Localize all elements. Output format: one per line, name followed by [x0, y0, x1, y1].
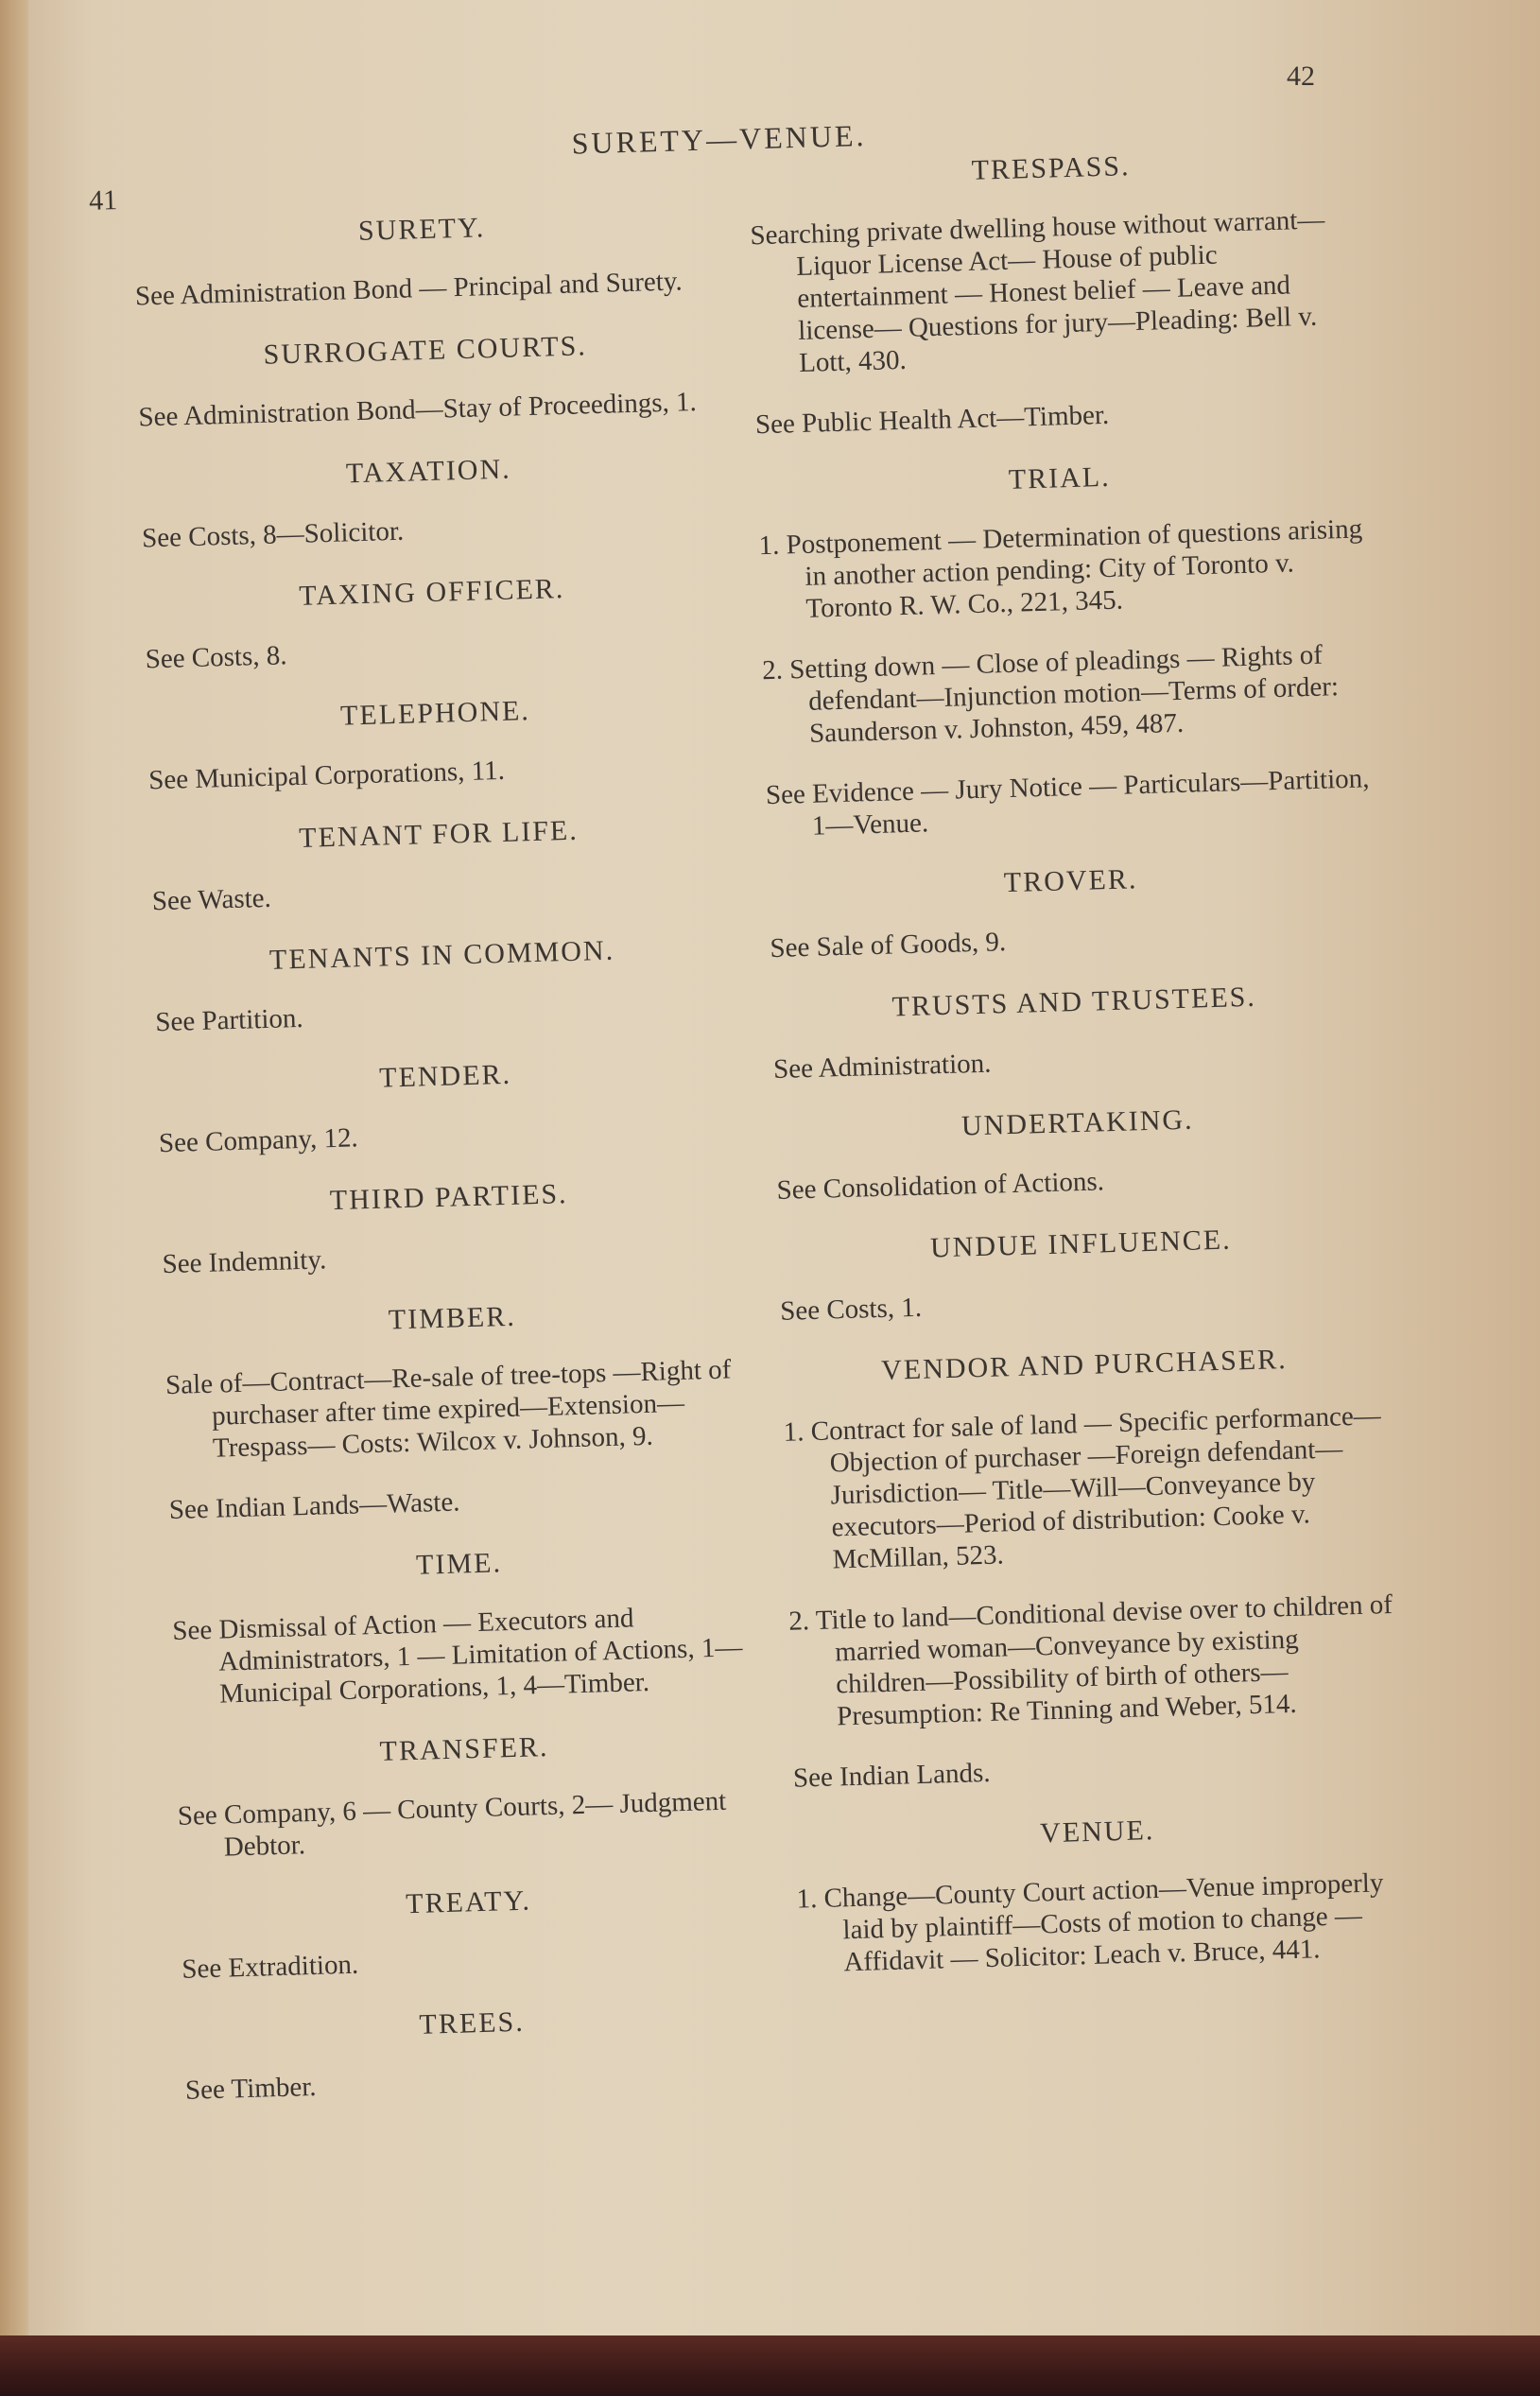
section-heading: TRESPASS.	[971, 150, 1131, 186]
index-entry: See Administration Bond—Stay of Proceedings, 1.	[138, 387, 698, 433]
index-entry: See Partition.	[154, 1002, 304, 1038]
section-heading: SURROGATE COURTS.	[263, 330, 588, 371]
index-entry: See Indemnity.	[162, 1244, 327, 1280]
page-number-right: 42	[1286, 61, 1315, 93]
section-heading: TENDER.	[378, 1058, 512, 1094]
index-entry: See Timber.	[184, 2071, 317, 2106]
index-section	[157, 1050, 735, 1159]
index-section	[774, 1097, 1381, 1207]
section-heading: VENUE.	[1039, 1814, 1155, 1849]
index-section	[768, 855, 1375, 964]
index-entry: See Company, 6 — County Courts, 2— Judgment Debtor.	[177, 1785, 727, 1863]
index-section	[133, 204, 712, 313]
section-heading: TREES.	[419, 2005, 526, 2040]
index-section	[147, 687, 725, 796]
section-heading: UNDERTAKING.	[960, 1103, 1194, 1142]
section-heading: TIMBER.	[388, 1300, 517, 1336]
index-section	[180, 1877, 758, 1986]
index-entry: See Municipal Corporations, 11.	[147, 755, 506, 796]
index-column-right	[748, 143, 1404, 2008]
index-section	[140, 445, 718, 554]
section-heading: TREATY.	[405, 1884, 532, 1920]
section-heading: TELEPHONE.	[339, 695, 531, 732]
index-section	[748, 143, 1360, 442]
section-heading: SURETY.	[357, 212, 486, 247]
index-entry: See Company, 12.	[158, 1122, 359, 1159]
index-entry: See Dismissal of Action — Executors and Administrators, 1 — Limitation of Actions, 1—Municipal Corporations, 1, 4—Timber.	[171, 1603, 743, 1710]
section-heading: TIME.	[415, 1547, 503, 1581]
index-entry: 2. Title to land—Conditional devise over to children of married woman—Conveyance by existing children—Possibility of birth of others—Presumption: Re Tinning and Weber, 514.	[787, 1589, 1393, 1732]
section-heading: THIRD PARTIES.	[329, 1178, 569, 1217]
index-section	[176, 1724, 755, 1865]
index-entry: Sale of—Contract—Re-sale of tree-tops —Right of purchaser after time expired—Extension—Trespass— Costs: Wilcox v. Johnson, 9.	[164, 1354, 732, 1464]
index-entry: See Administration.	[772, 1048, 992, 1085]
index-section	[778, 1218, 1385, 1328]
index-section	[170, 1538, 751, 1711]
index-entry: 1. Postponement — Determination of questions arising in another action pending: City of Toronto v. Toronto R. W. Co., 221, 345.	[758, 513, 1363, 624]
section-heading: TENANTS IN COMMON.	[268, 934, 615, 976]
index-entry: See Evidence — Jury Notice — Particulars—Partition, 1—Venue.	[765, 763, 1370, 842]
section-heading: TAXATION.	[345, 453, 512, 490]
index-entry: See Indian Lands.	[792, 1757, 991, 1794]
index-entry: Searching private dwelling house without warrant—Liquor License Act— House of public entertainment — Honest belief — Leave and license— Questions for jury—Pleading: Bell v. Lott, 430.	[749, 204, 1325, 378]
index-entry: See Indian Lands—Waste.	[168, 1486, 460, 1526]
section-heading: TRIAL.	[1008, 460, 1112, 495]
page-number-left: 41	[88, 184, 118, 217]
index-section	[160, 1172, 738, 1280]
index-entry: 2. Setting down — Close of pleadings — Rights of defendant—Injunction motion—Terms of order: Saunderson v. Johnston, 459, 487.	[761, 639, 1340, 749]
index-column-left	[133, 204, 763, 2135]
index-section	[150, 808, 729, 917]
section-heading: TRANSFER.	[379, 1730, 549, 1767]
section-heading: TAXING OFFICER.	[298, 573, 565, 612]
section-heading: TROVER.	[1003, 863, 1138, 899]
section-heading: VENDOR AND PURCHASER.	[880, 1343, 1289, 1386]
index-section	[782, 1339, 1399, 1795]
section-heading: TRUSTS AND TRUSTEES.	[891, 981, 1257, 1023]
section-heading: UNDUE INFLUENCE.	[929, 1224, 1233, 1264]
index-section	[756, 452, 1372, 843]
index-section	[153, 929, 732, 1038]
index-entry: See Extradition.	[181, 1949, 359, 1985]
index-section	[771, 976, 1378, 1085]
running-head: SURETY—VENUE.	[571, 117, 867, 161]
index-section	[794, 1806, 1403, 1980]
index-entry: See Sale of Goods, 9.	[770, 927, 1007, 964]
index-section	[143, 566, 721, 675]
index-entry: See Costs, 8.	[145, 640, 287, 675]
index-entry: See Costs, 8—Solicitor.	[141, 515, 405, 554]
index-entry: See Administration Bond — Principal and Surety.	[134, 266, 683, 312]
index-entry: See Public Health Act—Timber.	[754, 399, 1110, 441]
index-section	[183, 1998, 762, 2107]
index-section	[136, 325, 715, 434]
index-entry: 1. Contract for sale of land — Specific performance—Objection of purchaser —Foreign defendant—Jurisdiction— Title—Will—Conveyance by executors—Period of distribution: Cooke v. McMillan, 523.	[783, 1400, 1382, 1575]
index-entry: See Consolidation of Actions.	[776, 1166, 1105, 1206]
index-section	[164, 1293, 746, 1526]
index-entry: See Waste.	[151, 882, 272, 917]
index-entry: See Costs, 1.	[779, 1292, 923, 1327]
index-entry: 1. Change—County Court action—Venue improperly laid by plaintiff—Costs of motion to change — Affidavit — Solicitor: Leach v. Bruce, 441.	[796, 1867, 1384, 1978]
section-heading: TENANT FOR LIFE.	[298, 814, 580, 854]
